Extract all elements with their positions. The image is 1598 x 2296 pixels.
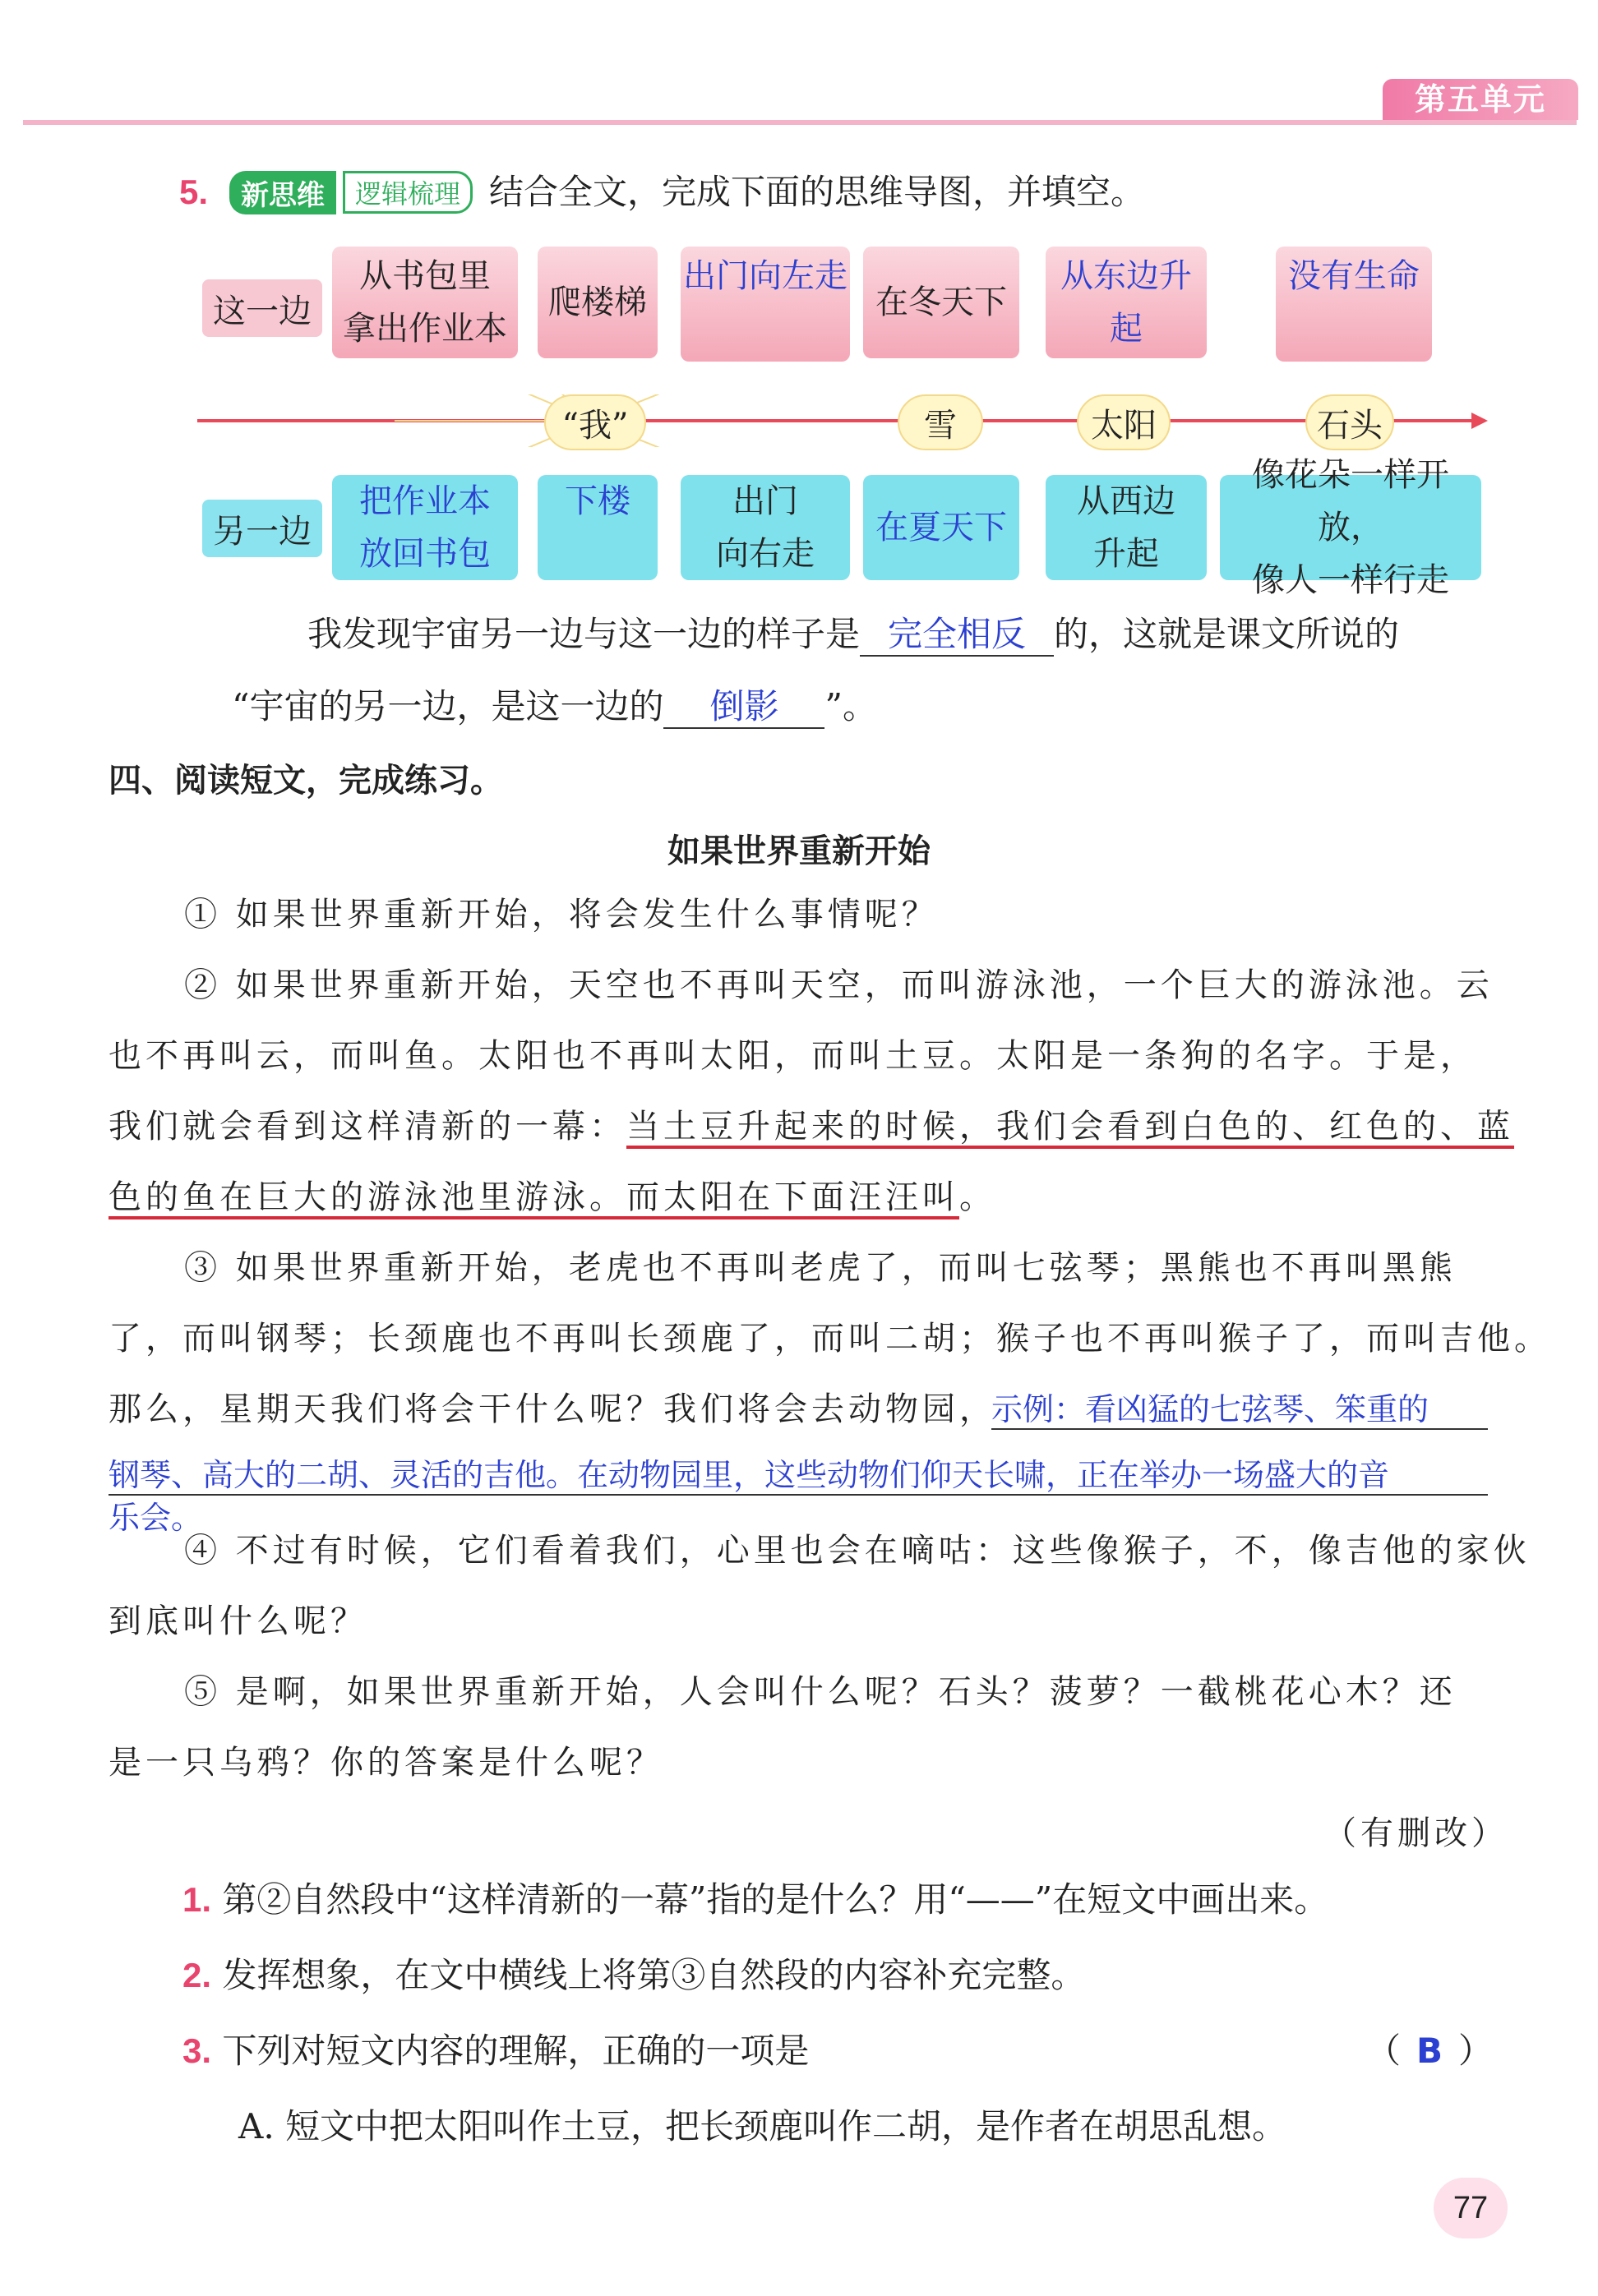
option-a: A. 短文中把太阳叫作土豆，把长颈鹿叫作二胡，是作者在胡思乱想。 (238, 2106, 1287, 2146)
top-box-2: 爬楼梯 (538, 247, 658, 358)
paragraph-2-line-1: ② 如果世界重新开始，天空也不再叫天空，而叫游泳池，一个巨大的游泳池。云 (184, 966, 1494, 1004)
node-stone: 石头 (1305, 394, 1394, 450)
underlined-answer-1: 当土豆升起来的时候，我们会看到白色的、红色的、蓝 (626, 1108, 1514, 1149)
fill-sentence-1: 我发现宇宙另一边与这一边的样子是 完全相反 的，这就是课文所说的 (307, 610, 1399, 659)
article-title: 如果世界重新开始 (667, 832, 931, 870)
q3-answer: B (1416, 2031, 1443, 2071)
underlined-answer-2: 色的鱼在巨大的游泳池里游泳。而太阳在下面汪汪叫 (109, 1178, 959, 1219)
paragraph-5-line-1: ⑤ 是啊，如果世界重新开始，人会叫什么呢？石头？菠萝？一截桃花心木？还 (184, 1673, 1457, 1711)
top-box-5-answer: 从东边升起 (1046, 247, 1207, 358)
q5-prompt-text: 结合全文，完成下面的思维导图，并填空。 (489, 172, 1146, 212)
paragraph-4-line-2: 到底叫什么呢？ (109, 1602, 367, 1640)
top-box-6-answer: 没有生命 (1276, 247, 1432, 362)
bottom-box-1-answer: 把作业本 放回书包 (332, 475, 518, 580)
header-rule (23, 120, 1577, 125)
bottom-box-6: 像花朵一样开放， 像人一样行走 (1220, 475, 1481, 580)
answer-reflection: 倒影 (663, 686, 824, 729)
logic-tag: 逻辑梳理 (343, 171, 473, 214)
section-4-heading: 四、阅读短文，完成练习。 (109, 762, 503, 800)
handwritten-answer-line-2: 钢琴、高大的二胡、灵活的吉他。在动物园里，这些动物们仰天长啸，正在举办一场盛大的音 (109, 1457, 1390, 1493)
handwritten-answer-line-1: 示例：看凶猛的七弦琴、笨重的 (991, 1391, 1429, 1427)
label-this-side: 这一边 (202, 279, 322, 337)
top-box-1: 从书包里 拿出作业本 (332, 247, 518, 358)
node-sun: 太阳 (1077, 394, 1171, 450)
paragraph-3-line-2: 了，而叫钢琴；长颈鹿也不再叫长颈鹿了，而叫二胡；猴子也不再叫猴子了，而叫吉他。 (109, 1320, 1551, 1358)
page-number: 77 (1434, 2178, 1508, 2238)
answer-rule-1 (991, 1428, 1488, 1430)
top-box-3-answer: 出门向左走 (681, 247, 850, 362)
paragraph-5-line-2: 是一只乌鸦？你的答案是什么呢？ (109, 1744, 663, 1782)
paragraph-2-line-3: 我们就会看到这样清新的一幕：当土豆升起来的时候，我们会看到白色的、红色的、蓝 (109, 1091, 1514, 1162)
paragraph-4-line-1: ④ 不过有时候，它们看着我们，心里也会在嘀咕：这些像猴子，不，像吉他的家伙 (184, 1532, 1531, 1570)
question-2: 2. 发挥想象，在文中横线上将第③自然段的内容补充完整。 (182, 1955, 1086, 1995)
unit-tab: 第五单元 (1383, 79, 1578, 120)
paragraph-3-line-3: 那么，星期天我们将会干什么呢？我们将会去动物园， (109, 1390, 996, 1428)
handwritten-answer-line-3: 乐会。 (109, 1500, 203, 1536)
fill-sentence-2: “宇宙的另一边，是这一边的 倒影 ”。 (232, 682, 877, 731)
mindmap-axis (197, 394, 1488, 447)
q3-answer-slot: （ B ） (1366, 2026, 1493, 2076)
source-note: （有删改） (1323, 1814, 1508, 1852)
top-box-4: 在冬天下 (863, 247, 1019, 358)
answer-opposite: 完全相反 (860, 614, 1054, 657)
paragraph-2-line-2: 也不再叫云，而叫鱼。太阳也不再叫太阳，而叫土豆。太阳是一条狗的名字。于是， (109, 1037, 1477, 1075)
label-other-side: 另一边 (202, 500, 322, 557)
paragraph-1: ① 如果世界重新开始，将会发生什么事情呢？ (184, 896, 939, 934)
paragraph-2-line-4: 色的鱼在巨大的游泳池里游泳。而太阳在下面汪汪叫。 (109, 1162, 996, 1233)
bottom-box-2-answer: 下楼 (538, 475, 658, 580)
node-me: “我” (544, 394, 646, 450)
bottom-box-3: 出门 向右走 (681, 475, 850, 580)
node-snow: 雪 (898, 394, 983, 450)
question-1: 1. 第②自然段中“这样清新的一幕”指的是什么？用“——”在短文中画出来。 (182, 1879, 1329, 1920)
question-3: 3. 下列对短文内容的理解，正确的一项是 (182, 2031, 810, 2071)
q5-number: 5. (179, 173, 209, 211)
q5-prompt-row (179, 168, 1145, 217)
bottom-box-5: 从西边 升起 (1046, 475, 1207, 580)
new-thinking-tag: 新思维 (229, 171, 336, 214)
answer-rule-2 (109, 1494, 1488, 1496)
paragraph-3-line-1: ③ 如果世界重新开始，老虎也不再叫老虎了，而叫七弦琴；黑熊也不再叫黑熊 (184, 1249, 1457, 1287)
bottom-box-4-answer: 在夏天下 (863, 475, 1019, 580)
